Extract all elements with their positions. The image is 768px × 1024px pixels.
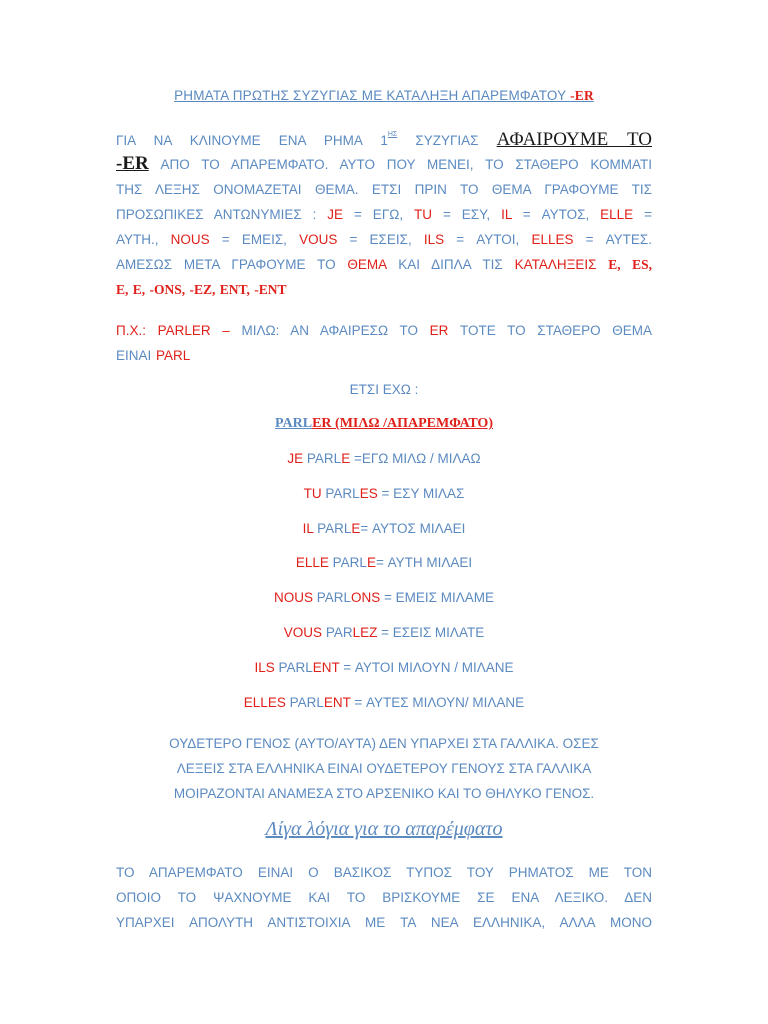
intro-line-3: ΤΗΣ ΛΕΞΗΣ ΟΝΟΜΑΖΕΤΑΙ ΘΕΜΑ. ΕΤΣΙ ΠΡΙΝ ΤΟ ΘΕΜΑ ΓΡΑΦΟΥΜΕ ΤΙΣ [116, 182, 652, 197]
greek-meaning: =ΕΓΩ ΜΙΛΩ / ΜΙΛΑΩ [350, 451, 481, 466]
conjugation-row [0, 451, 768, 466]
pronoun: JE [287, 451, 304, 466]
conjugation-row [0, 486, 768, 501]
conjugation-row [0, 660, 768, 675]
example-line-1 [116, 318, 652, 343]
verb-stem: PARL [325, 485, 360, 501]
verb-ending: LEZ [352, 625, 378, 640]
neuter-paragraph [0, 731, 768, 806]
stem-parl: PARL [156, 348, 191, 363]
emphasis-text: ΑΦΑΙΡΟΥΜΕ ΤΟ [496, 129, 652, 150]
verb-stem: PARL [289, 694, 324, 710]
conjugation-row [0, 555, 768, 570]
intro-text: = ΑΥΤΟΣ, [511, 207, 601, 222]
example-text: ΤΟΤΕ ΤΟ ΣΤΑΘΕΡΟ ΘΕΜΑ [448, 323, 653, 338]
intro-text: ΑΠΟ ΤΟ ΑΠΑΡΕΜΦΑΤΟ. ΑΥΤΟ ΠΟΥ ΜΕΝΕΙ, ΤΟ ΣΤΑΘΕΡΟ ΚΟΜΜΑΤΙ [148, 157, 652, 172]
pronoun: ILS [423, 232, 445, 247]
verb-ending: E [341, 451, 351, 466]
page-title [0, 88, 768, 104]
example-label: Π.Χ.: [116, 323, 158, 338]
intro-text: = ΕΓΩ, [343, 207, 415, 222]
infinitive-rest: ER (ΜΙΛΩ /ΑΠΑΡΕΜΦΑΤΟ) [312, 416, 493, 431]
intro-text: ΠΡΟΣΩΠΙΚΕΣ ΑΝΤΩΝΥΜΙΕΣ : [116, 207, 328, 222]
endings-word: ΚΑΤΑΛΗΞΕΙΣ [514, 257, 609, 272]
endings-list: E, ES, [608, 257, 652, 272]
verb-ending: E [366, 555, 376, 571]
greek-meaning: = ΕΜΕΙΣ ΜΙΛΑΜΕ [380, 590, 495, 606]
verb-ending: ENT [323, 694, 351, 710]
verb-stem: PAR [325, 625, 353, 640]
greek-meaning: = ΑΥΤΗ ΜΙΛΑΕΙ [375, 555, 473, 571]
conjugation-row [0, 625, 768, 640]
intro-line-1 [116, 120, 652, 150]
example-text: ΕΙΝΑΙ [116, 348, 157, 363]
pronoun: ELLES [243, 694, 286, 710]
verb-ending: ES [359, 485, 378, 501]
pronoun: ELLE [295, 555, 329, 571]
conjugation-row [0, 590, 768, 605]
verb-stem: PARL [278, 659, 313, 675]
pronoun: IL [501, 207, 512, 222]
pronoun: VOUS [283, 625, 323, 640]
verb-ending: ONS [351, 590, 381, 606]
intro-text: = ΕΜΕΙΣ, [209, 232, 300, 247]
verb-parler: PARLER – [157, 323, 242, 338]
intro-text: = ΕΣΥ, [432, 207, 502, 222]
neuter-line: ΜΟΙΡΑΖΟΝΤΑΙ ΑΝΑΜΕΣΑ ΣΤΟ ΑΡΣΕΝΙΚΟ ΚΑΙ ΤΟ ΘΗΛΥΚΟ ΓΕΝΟΣ. [173, 786, 595, 801]
intro-text: = ΑΥΤΟΙ, [444, 232, 532, 247]
pronoun: VOUS [299, 232, 338, 247]
final-line: ΟΠΟΙΟ ΤΟ ΨΑΧΝΟΥΜΕ ΚΑΙ ΤΟ ΒΡΙΣΚΟΥΜΕ ΣΕ ΕΝΑ ΛΕΞΙΚΟ. ΔΕΝ [116, 890, 652, 905]
conjugation-row [0, 521, 768, 536]
verb-ending: E [351, 520, 361, 536]
example-text: ΜΙΛΩ: ΑΝ ΑΦΑΙΡΕΣΩ ΤΟ [241, 323, 430, 338]
title-text: ΡΗΜΑΤΑ ΠΡΩΤΗΣ ΣΥΖΥΓΙΑΣ ΜΕ ΚΑΤΑΛΗΞΗ ΑΠΑΡΕΜΦΑΤΟΥ [174, 88, 571, 103]
neuter-line: ΟΥΔΕΤΕΡΟ ΓΕΝΟΣ (ΑΥΤΟ/ΑΥΤΑ) ΔΕΝ ΥΠΑΡΧΕΙ ΣΤΑ ΓΑΛΛΙΚΑ. ΟΣΕΣ [169, 736, 599, 751]
intro-text: ΓΙΑ ΝΑ ΚΛΙΝΟΥΜΕ ΕΝΑ ΡΗΜΑ 1 [116, 133, 388, 148]
superscript: ΗΣ [387, 131, 398, 138]
greek-meaning: = ΑΥΤΟΙ ΜΙΛΟΥΝ / ΜΙΛΑΝΕ [339, 659, 514, 675]
section-heading: Λίγα λόγια για το απαρέμφατο [265, 818, 503, 840]
pronoun: IL [302, 520, 314, 536]
neuter-line: ΛΕΞΕΙΣ ΣΤΑ ΕΛΛΗΝΙΚΑ ΕΙΝΑΙ ΟΥΔΕΤΕΡΟΥ ΓΕΝΟΥΣ ΣΤΑ ΓΑΛΛΙΚΑ [176, 761, 592, 776]
infinitive-stem: PARL [275, 416, 313, 431]
final-paragraph [116, 860, 652, 935]
intro-line-2 [116, 150, 652, 177]
intro-text: ΑΜΕΣΩΣ ΜΕΤΑ ΓΡΑΦΟΥΜΕ ΤΟ [116, 257, 348, 272]
verb-ending: ENT [312, 659, 340, 675]
pronoun: JE [327, 207, 344, 222]
pronoun: ILS [254, 659, 275, 675]
conjugation-row [0, 695, 768, 710]
intro-text: = ΑΥΤΕΣ. [573, 232, 652, 247]
pronoun: TU [303, 485, 322, 501]
intro-text: = ΕΣΕΙΣ, [337, 232, 424, 247]
example-line-2 [116, 343, 652, 368]
pronoun: ELLE [600, 207, 634, 222]
example-paragraph [116, 318, 652, 368]
intro-paragraph [116, 120, 652, 302]
infinitive-line [0, 416, 768, 432]
verb-stem: PARL [306, 451, 342, 466]
verb-stem: PARL [317, 520, 352, 536]
title-suffix: -ER [570, 88, 594, 103]
greek-meaning: = ΕΣΥ ΜΙΛΑΣ [377, 485, 465, 501]
intro-text: = [633, 207, 653, 222]
intro-line-6 [116, 252, 652, 277]
etsi-line: ΕΤΣΙ ΕΧΩ : [349, 382, 419, 397]
intro-text: ΑΥΤΗ., [116, 232, 171, 247]
intro-text: ΣΥΖΥΓΙΑΣ [397, 133, 497, 148]
thema-word: ΘΕΜΑ [347, 257, 387, 272]
pronoun: TU [414, 207, 433, 222]
greek-meaning: = ΑΥΤΕΣ ΜΙΛΟΥΝ/ ΜΙΛΑΝΕ [350, 694, 525, 710]
er-suffix: -ER [116, 153, 149, 174]
verb-stem: PARL [316, 590, 351, 606]
intro-line-5 [116, 227, 652, 252]
pronoun: NOUS [273, 590, 313, 606]
verb-stem: PARL [332, 555, 367, 571]
intro-line-4 [116, 202, 652, 227]
greek-meaning: = ΑΥΤΟΣ ΜΙΛΑΕΙ [360, 520, 466, 536]
intro-text: ΚΑΙ ΔΙΠΛΑ ΤΙΣ [386, 257, 515, 272]
pronoun: NOUS [170, 232, 210, 247]
er-suffix: ER [429, 323, 449, 338]
intro-line-7: E, E, -ONS, -EZ, ENT, -ENT [116, 282, 287, 297]
greek-meaning: = ΕΣΕΙΣ ΜΙΛΑΤΕ [377, 625, 485, 640]
final-line: ΤΟ ΑΠΑΡΕΜΦΑΤΟ ΕΙΝΑΙ Ο ΒΑΣΙΚΟΣ ΤΥΠΟΣ ΤΟΥ ΡΗΜΑΤΟΣ ΜΕ ΤΟΝ [116, 865, 652, 880]
pronoun: ELLES [531, 232, 574, 247]
final-line: ΥΠΑΡΧΕΙ ΑΠΟΛΥΤΗ ΑΝΤΙΣΤΟΙΧΙΑ ΜΕ ΤΑ ΝΕΑ ΕΛΛΗΝΙΚΑ, ΑΛΛΑ ΜΟΝΟ [116, 915, 652, 930]
